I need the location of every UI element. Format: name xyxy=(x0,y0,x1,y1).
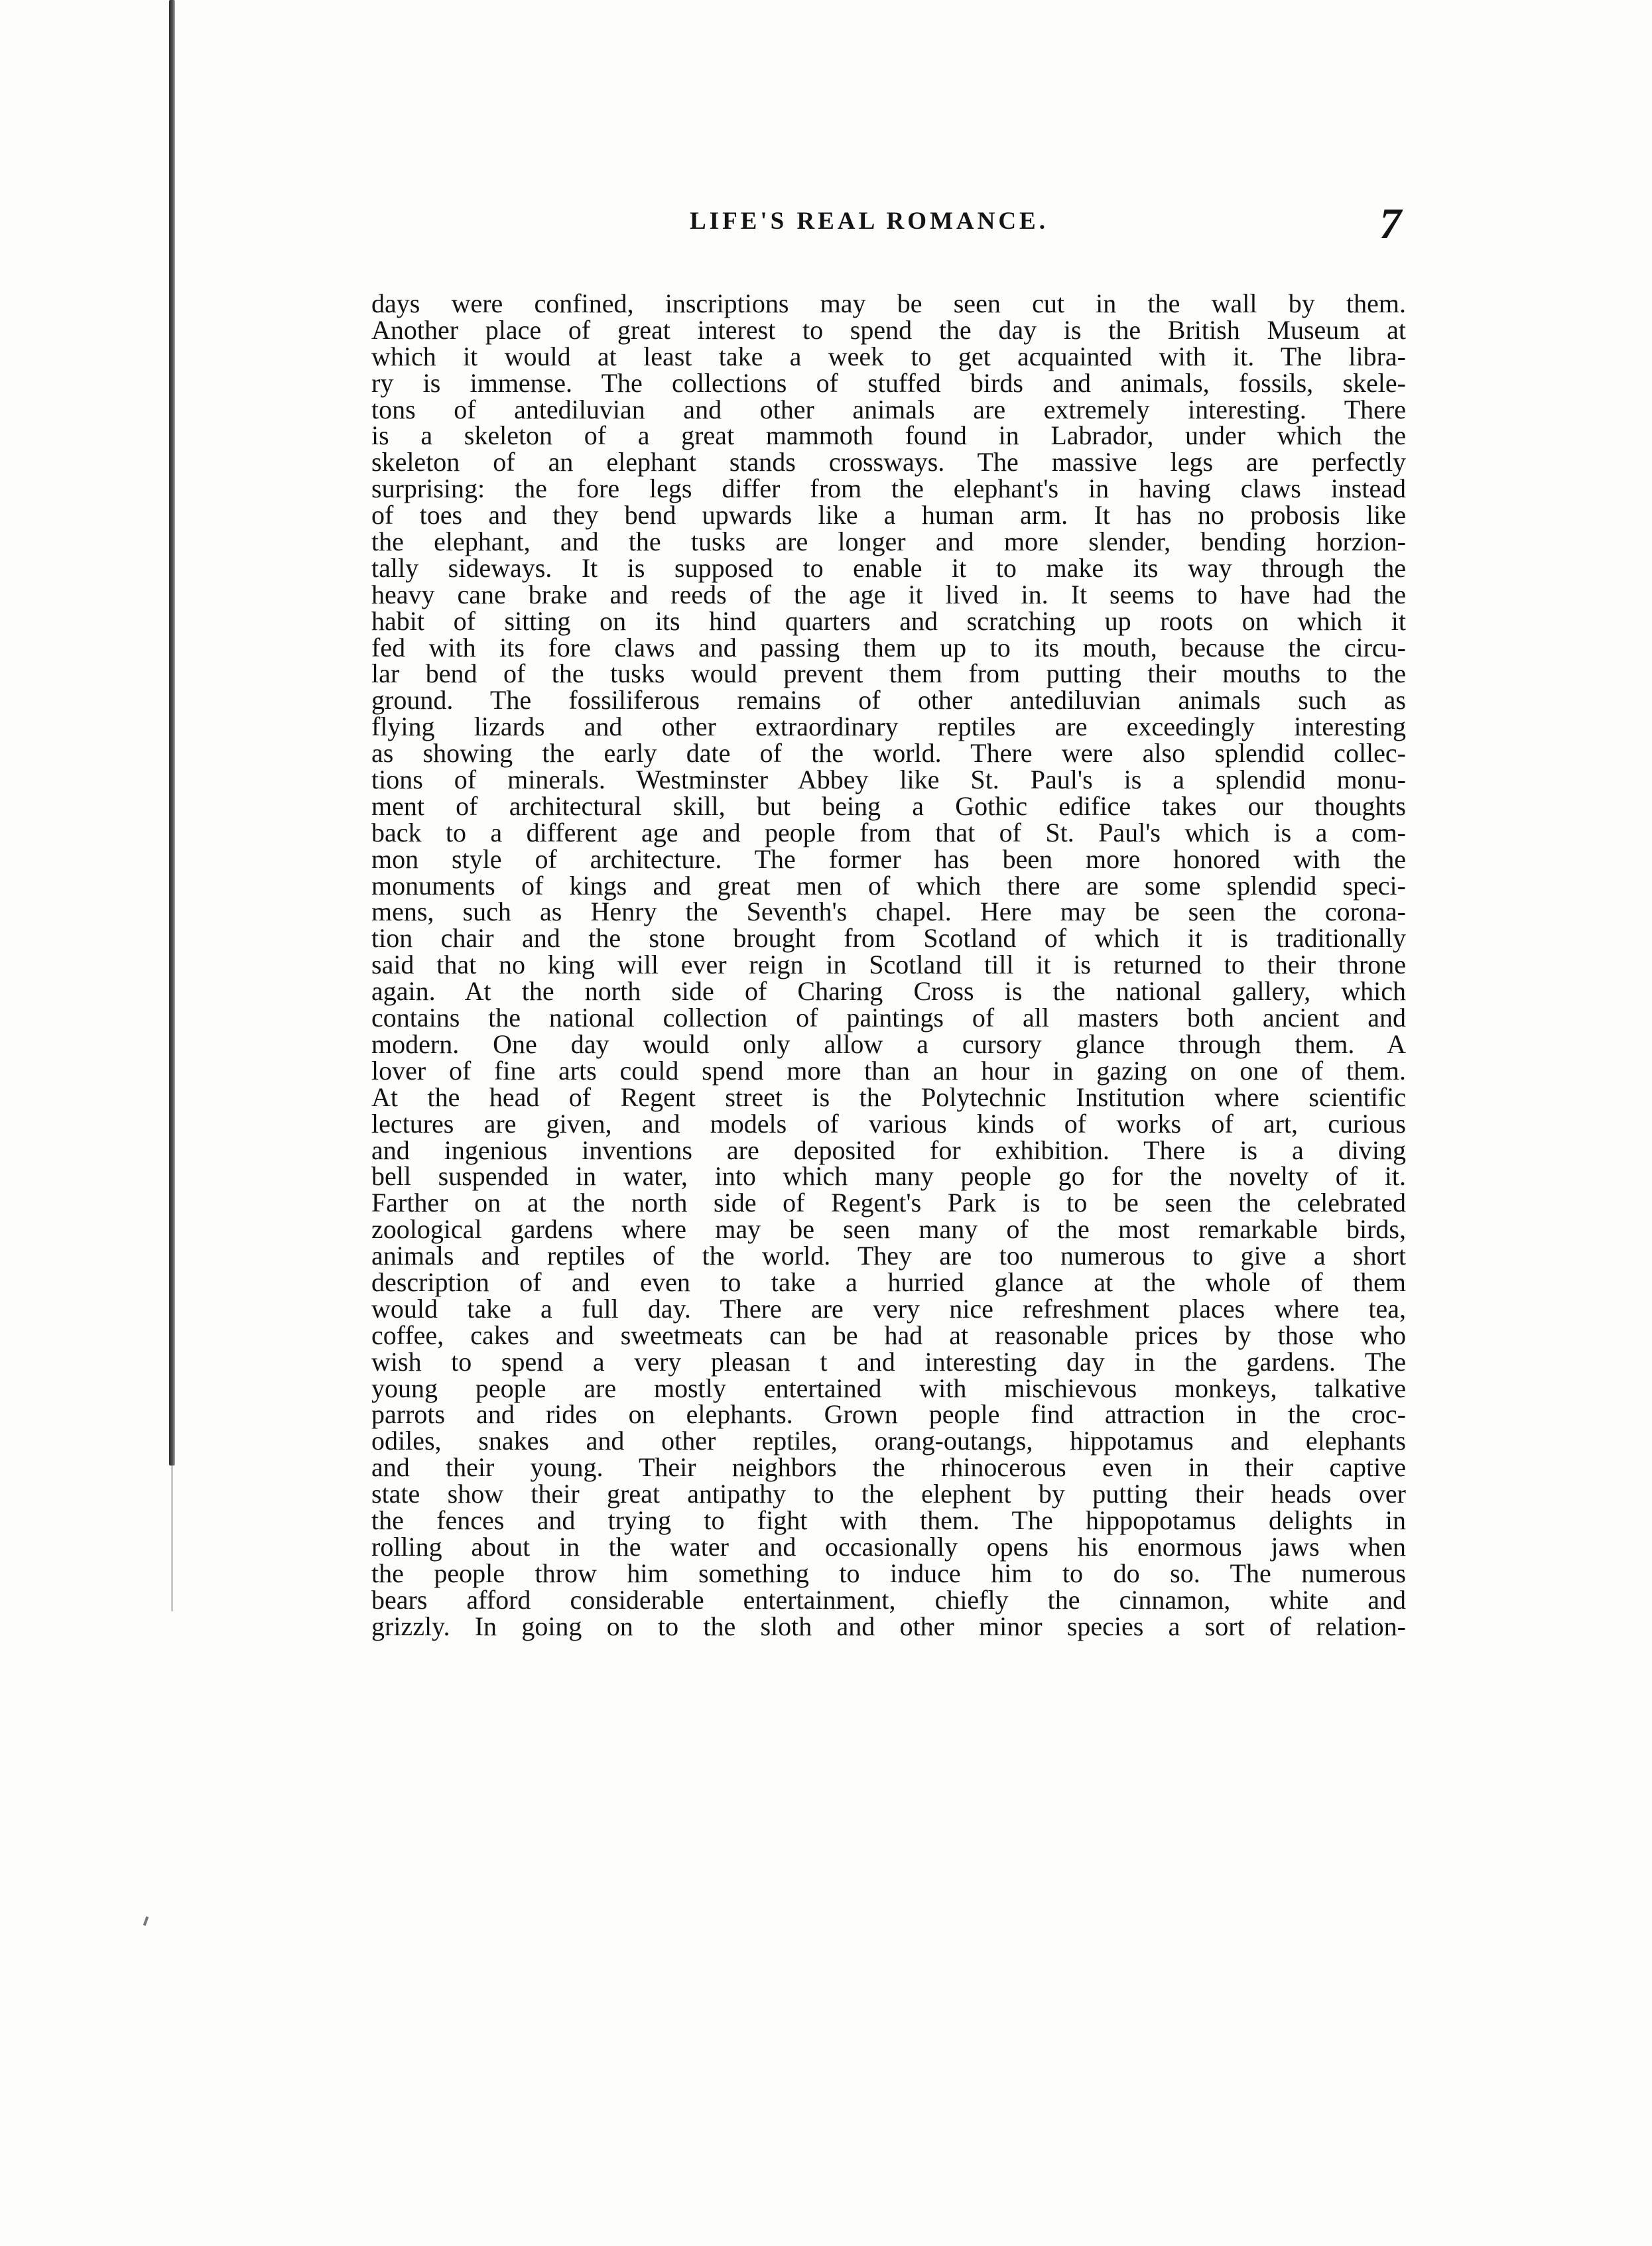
text-line: modern. One day would only allow a cursory glance through them. A xyxy=(371,1029,1406,1059)
text-line: grizzly. In going on to the sloth and other minor species a sort of relation- xyxy=(371,1611,1406,1641)
text-line: tally sideways. It is supposed to enable it to make its way through the xyxy=(371,552,1406,583)
text-line: young people are mostly entertained with mischievous monkeys, talkative xyxy=(371,1373,1406,1403)
text-line: mon style of architecture. The former has been more honored with the xyxy=(371,843,1406,874)
text-line: contains the national collection of paintings of all masters both ancient and xyxy=(371,1003,1406,1033)
body-text xyxy=(371,290,1406,1639)
text-line: animals and reptiles of the world. They are too numerous to give a short xyxy=(371,1241,1406,1271)
text-line: fed with its fore claws and passing them up to its mouth, because the circu- xyxy=(371,632,1406,662)
text-line: tion chair and the stone brought from Scotland of which it is traditionally xyxy=(371,923,1406,954)
text-line: said that no king will ever reign in Scotland till it is returned to their throne xyxy=(371,950,1406,980)
text-line: mens, such as Henry the Seventh's chapel. Here may be seen the corona- xyxy=(371,897,1406,927)
text-line: monuments of kings and great men of which there are some splendid speci- xyxy=(371,870,1406,901)
text-line: days were confined, inscriptions may be seen cut in the wall by them. xyxy=(371,288,1406,318)
text-line: Another place of great interest to spend the day is the British Museum at xyxy=(371,314,1406,345)
text-line: parrots and rides on elephants. Grown people find attraction in the croc- xyxy=(371,1399,1406,1430)
running-head: LIFE'S REAL ROMANCE. xyxy=(690,208,1048,235)
text-line: lover of fine arts could spend more than an hour in gazing on one of them. xyxy=(371,1055,1406,1086)
text-line: which it would at least take a week to get acquainted with it. The libra- xyxy=(371,341,1406,371)
text-line: bears afford considerable entertainment, chiefly the cinnamon, white and xyxy=(371,1584,1406,1615)
text-line: and ingenious inventions are deposited for exhibition. There is a diving xyxy=(371,1135,1406,1165)
text-line: the people throw him something to induce him to do so. The numerous xyxy=(371,1558,1406,1588)
text-line: of toes and they bend upwards like a human arm. It has no probosis like xyxy=(371,500,1406,530)
text-line: surprising: the fore legs differ from the elephant's in having claws instead xyxy=(371,473,1406,504)
text-line: coffee, cakes and sweetmeats can be had at reasonable prices by those who xyxy=(371,1320,1406,1350)
text-line: skeleton of an elephant stands crossways. The massive legs are perfectly xyxy=(371,447,1406,477)
text-line: Farther on at the north side of Regent's Park is to be seen the celebrated xyxy=(371,1188,1406,1218)
text-line: heavy cane brake and reeds of the age it lived in. It seems to have had the xyxy=(371,579,1406,609)
ink-speck xyxy=(143,1916,149,1926)
text-line: habit of sitting on its hind quarters and scratching up roots on which it xyxy=(371,605,1406,636)
text-line: is a skeleton of a great mammoth found in Labrador, under which the xyxy=(371,420,1406,451)
page-number: 7 xyxy=(1379,200,1401,248)
text-line: ment of architectural skill, but being a Gothic edifice takes our thoughts xyxy=(371,790,1406,821)
text-line: again. At the north side of Charing Cross is the national gallery, which xyxy=(371,976,1406,1007)
text-line: back to a different age and people from that of St. Paul's which is a com- xyxy=(371,817,1406,847)
text-line: wish to spend a very pleasan t and interesting day in the gardens. The xyxy=(371,1346,1406,1377)
text-line: flying lizards and other extraordinary reptiles are exceedingly interesting xyxy=(371,712,1406,742)
text-line: ground. The fossiliferous remains of other antediluvian animals such as xyxy=(371,685,1406,716)
text-line: At the head of Regent street is the Polytechnic Institution where scientific xyxy=(371,1082,1406,1112)
text-line: state show their great antipathy to the elephent by putting their heads over xyxy=(371,1479,1406,1509)
text-line: tions of minerals. Westminster Abbey like St. Paul's is a splendid monu- xyxy=(371,765,1406,795)
text-line: lar bend of the tusks would prevent them from putting their mouths to the xyxy=(371,658,1406,689)
text-line: as showing the early date of the world. There were also splendid collec- xyxy=(371,738,1406,769)
text-line: odiles, snakes and other reptiles, orang-outangs, hippotamus and elephants xyxy=(371,1426,1406,1456)
text-line: bell suspended in water, into which many people go for the novelty of it. xyxy=(371,1161,1406,1192)
binding-edge xyxy=(169,0,175,1466)
text-line: zoological gardens where may be seen many of the most remarkable birds, xyxy=(371,1214,1406,1245)
text-line: description of and even to take a hurried glance at the whole of them xyxy=(371,1267,1406,1297)
text-line: rolling about in the water and occasionally opens his enormous jaws when xyxy=(371,1531,1406,1562)
text-line: would take a full day. There are very nice refreshment places where tea, xyxy=(371,1293,1406,1324)
text-line: tons of antediluvian and other animals are extremely interesting. There xyxy=(371,394,1406,424)
text-line: the fences and trying to fight with them. The hippopotamus delights in xyxy=(371,1505,1406,1535)
text-line: the elephant, and the tusks are longer and more slender, bending horzion- xyxy=(371,527,1406,557)
binding-edge-shadow xyxy=(171,1466,173,1611)
text-line: lectures are given, and models of various kinds of works of art, curious xyxy=(371,1108,1406,1139)
text-line: and their young. Their neighbors the rhinocerous even in their captive xyxy=(371,1452,1406,1483)
text-line: ry is immense. The collections of stuffed birds and animals, fossils, skele- xyxy=(371,367,1406,398)
